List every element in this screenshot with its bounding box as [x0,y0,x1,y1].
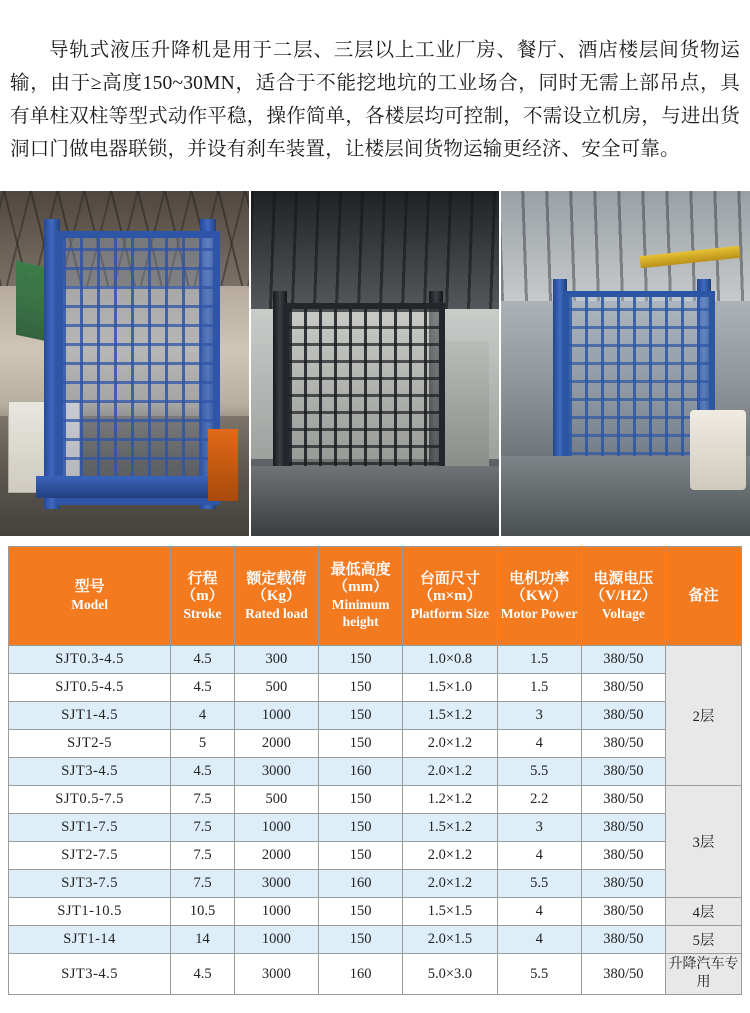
stored-goods [690,410,746,490]
cell-size: 1.0×0.8 [403,646,497,674]
cell-stroke: 5 [171,730,235,758]
cell-minheight: 150 [319,730,403,758]
cell-minheight: 150 [319,842,403,870]
cell-load: 500 [234,786,318,814]
table-row [9,926,742,954]
cell-model: SJT1-10.5 [9,898,171,926]
cell-minheight: 150 [319,898,403,926]
cell-power: 4 [497,730,581,758]
intro-paragraph: 导轨式液压升降机是用于二层、三层以上工业厂房、餐厅、酒店楼层间货物运输，由于≥高度150~30MN，适合于不能挖地坑的工业场合，同时无需上部吊点，具有单柱双柱等型式动作平稳，操作简单，各楼层均可控制，不需设立机房，与进出货洞口门做电器联锁，并设有刹车装置，让楼层间货物运输更经济、安全可靠。 [10,39,740,160]
cell-voltage: 380/50 [581,954,665,995]
cell-load: 3000 [234,954,318,995]
product-photo-strip [0,191,750,536]
col-header-stroke: 行程（m） Stroke [171,547,235,646]
col-header-minimum-height: 最低高度（mm） Minimum height [319,547,403,646]
cell-minheight: 160 [319,954,403,995]
cell-minheight: 160 [319,870,403,898]
lift-platform [36,476,226,498]
cell-note: 升降汽车专用 [665,954,741,995]
cell-voltage: 380/50 [581,870,665,898]
cell-minheight: 150 [319,926,403,954]
cell-load: 1000 [234,926,318,954]
cell-load: 2000 [234,842,318,870]
lift-cage [56,231,220,505]
cell-size: 2.0×1.2 [403,842,497,870]
cell-stroke: 4.5 [171,954,235,995]
col-header-voltage: 电源电压（V/HZ） Voltage [581,547,665,646]
cell-size: 1.2×1.2 [403,786,497,814]
cell-voltage: 380/50 [581,842,665,870]
cell-stroke: 4.5 [171,646,235,674]
cell-voltage: 380/50 [581,730,665,758]
product-photo-3 [501,191,750,536]
cell-note: 5层 [665,926,741,954]
roof-structure [251,191,500,311]
cell-model: SJT3-4.5 [9,954,171,995]
cell-model: SJT2-5 [9,730,171,758]
table-row [9,730,742,758]
cell-load: 2000 [234,730,318,758]
table-row [9,870,742,898]
col-header-platform-size: 台面尺寸（m×m） Platform Size [403,547,497,646]
cell-stroke: 7.5 [171,842,235,870]
cell-model: SJT3-4.5 [9,758,171,786]
table-row [9,702,742,730]
cell-size: 2.0×1.2 [403,730,497,758]
cell-model: SJT0.5-4.5 [9,674,171,702]
cell-size: 1.5×1.2 [403,814,497,842]
cell-model: SJT0.3-4.5 [9,646,171,674]
table-row [9,842,742,870]
cell-stroke: 14 [171,926,235,954]
cell-size: 1.5×1.5 [403,898,497,926]
cell-load: 1000 [234,702,318,730]
col-header-rated-load: 额定载荷（Kg） Rated load [234,547,318,646]
table-row [9,954,742,995]
col-header-model: 型号 Model [9,547,171,646]
table-header-row [9,547,742,646]
table-row [9,786,742,814]
cell-load: 1000 [234,814,318,842]
cell-voltage: 380/50 [581,702,665,730]
cell-model: SJT3-7.5 [9,870,171,898]
cell-model: SJT1-4.5 [9,702,171,730]
cell-minheight: 160 [319,758,403,786]
col-header-motor-power: 电机功率（KW） Motor Power [497,547,581,646]
cell-voltage: 380/50 [581,898,665,926]
cell-minheight: 150 [319,646,403,674]
cell-model: SJT1-7.5 [9,814,171,842]
cell-power: 4 [497,842,581,870]
cell-power: 2.2 [497,786,581,814]
cell-stroke: 4.5 [171,758,235,786]
cell-size: 1.5×1.2 [403,702,497,730]
cell-voltage: 380/50 [581,674,665,702]
cell-voltage: 380/50 [581,926,665,954]
cell-stroke: 4 [171,702,235,730]
cell-stroke: 10.5 [171,898,235,926]
cell-model: SJT0.5-7.5 [9,786,171,814]
cell-load: 1000 [234,898,318,926]
col-header-remark: 备注 [665,547,741,646]
cell-size: 1.5×1.0 [403,674,497,702]
cell-stroke: 4.5 [171,674,235,702]
floor-surface [251,466,500,536]
cell-power: 3 [497,702,581,730]
cell-size: 2.0×1.5 [403,926,497,954]
cell-power: 5.5 [497,954,581,995]
cell-power: 4 [497,926,581,954]
cell-stroke: 7.5 [171,786,235,814]
cell-size: 5.0×3.0 [403,954,497,995]
product-photo-1 [0,191,249,536]
roof-beams [501,191,750,301]
cell-power: 3 [497,814,581,842]
cell-load: 3000 [234,758,318,786]
table-row [9,814,742,842]
cell-stroke: 7.5 [171,814,235,842]
cell-size: 2.0×1.2 [403,758,497,786]
cell-voltage: 380/50 [581,646,665,674]
cell-model: SJT2-7.5 [9,842,171,870]
product-description-page [0,20,750,1013]
cell-note: 3层 [665,786,741,898]
table-row [9,758,742,786]
cell-note: 2层 [665,646,741,786]
cell-note: 4层 [665,898,741,926]
cell-voltage: 380/50 [581,814,665,842]
cell-size: 2.0×1.2 [403,870,497,898]
cell-minheight: 150 [319,786,403,814]
table-row [9,898,742,926]
cell-voltage: 380/50 [581,758,665,786]
cell-power: 4 [497,898,581,926]
cell-minheight: 150 [319,702,403,730]
cell-minheight: 150 [319,674,403,702]
product-photo-2 [251,191,500,536]
cell-load: 3000 [234,870,318,898]
table-row [9,646,742,674]
cell-minheight: 150 [319,814,403,842]
cell-model: SJT1-14 [9,926,171,954]
cell-power: 1.5 [497,674,581,702]
cell-load: 500 [234,674,318,702]
cell-power: 5.5 [497,870,581,898]
orange-equipment [208,429,238,501]
cell-voltage: 380/50 [581,786,665,814]
cell-stroke: 7.5 [171,870,235,898]
specification-table [8,546,742,995]
cell-power: 5.5 [497,758,581,786]
cell-load: 300 [234,646,318,674]
table-row [9,674,742,702]
cell-power: 1.5 [497,646,581,674]
